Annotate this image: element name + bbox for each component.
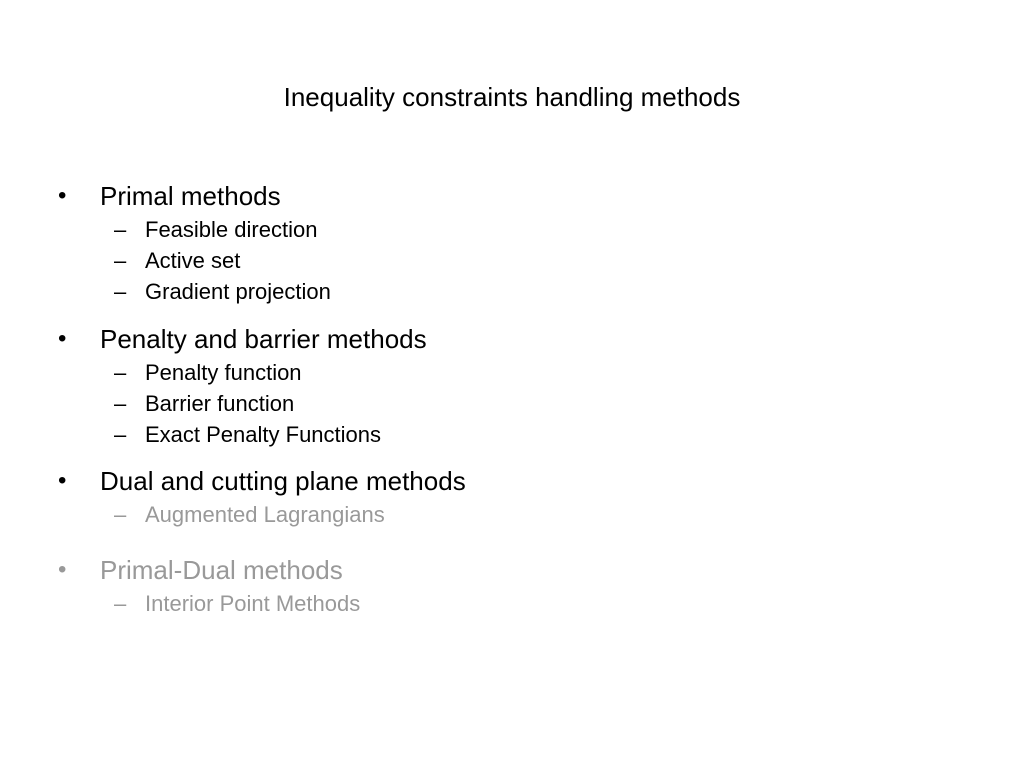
bullet-item: [0, 321, 1024, 357]
section-penalty-barrier-methods: [0, 321, 1024, 450]
sub-bullet-label: Active set: [145, 248, 241, 273]
sub-bullet-label: Penalty function: [145, 360, 302, 385]
sub-bullet-label: Interior Point Methods: [145, 591, 361, 616]
dash-icon: –: [114, 360, 127, 385]
sub-bullet-label: Barrier function: [145, 391, 295, 416]
bullet-item: [0, 463, 1024, 499]
bullet-label: Primal methods: [100, 181, 281, 211]
slide-title: Inequality constraints handling methods: [283, 82, 741, 112]
section-primal-methods: [0, 178, 1024, 307]
bullet-label: Penalty and barrier methods: [100, 324, 427, 354]
sub-bullet-item: [0, 419, 1024, 450]
bullet-icon: •: [58, 556, 67, 583]
section-dual-cutting-plane-methods: [0, 463, 1024, 530]
sub-bullet-item: [0, 245, 1024, 276]
bullet-icon: •: [58, 182, 67, 209]
sub-bullet-item: [0, 214, 1024, 245]
bullet-outline: [0, 178, 1024, 633]
bullet-item: [0, 552, 1024, 588]
bullet-label: Primal-Dual methods: [100, 555, 343, 585]
dash-icon: –: [114, 422, 127, 447]
sub-bullet-label: Augmented Lagrangians: [145, 502, 385, 527]
dash-icon: –: [114, 591, 127, 616]
sub-bullet-label: Gradient projection: [145, 279, 331, 304]
dash-icon: –: [114, 248, 127, 273]
sub-bullet-item: [0, 388, 1024, 419]
dash-icon: –: [114, 391, 127, 416]
sub-bullet-item: [0, 357, 1024, 388]
bullet-icon: •: [58, 325, 67, 352]
dash-icon: –: [114, 502, 127, 527]
sub-bullet-item: [0, 588, 1024, 619]
sub-bullet-item: [0, 276, 1024, 307]
bullet-item: [0, 178, 1024, 214]
bullet-icon: •: [58, 467, 67, 494]
sub-bullet-item: [0, 499, 1024, 530]
sub-bullet-label: Exact Penalty Functions: [145, 422, 382, 447]
sub-bullet-label: Feasible direction: [145, 217, 318, 242]
dash-icon: –: [114, 279, 127, 304]
bullet-label: Dual and cutting plane methods: [100, 466, 466, 496]
section-primal-dual-methods: [0, 552, 1024, 619]
dash-icon: –: [114, 217, 127, 242]
